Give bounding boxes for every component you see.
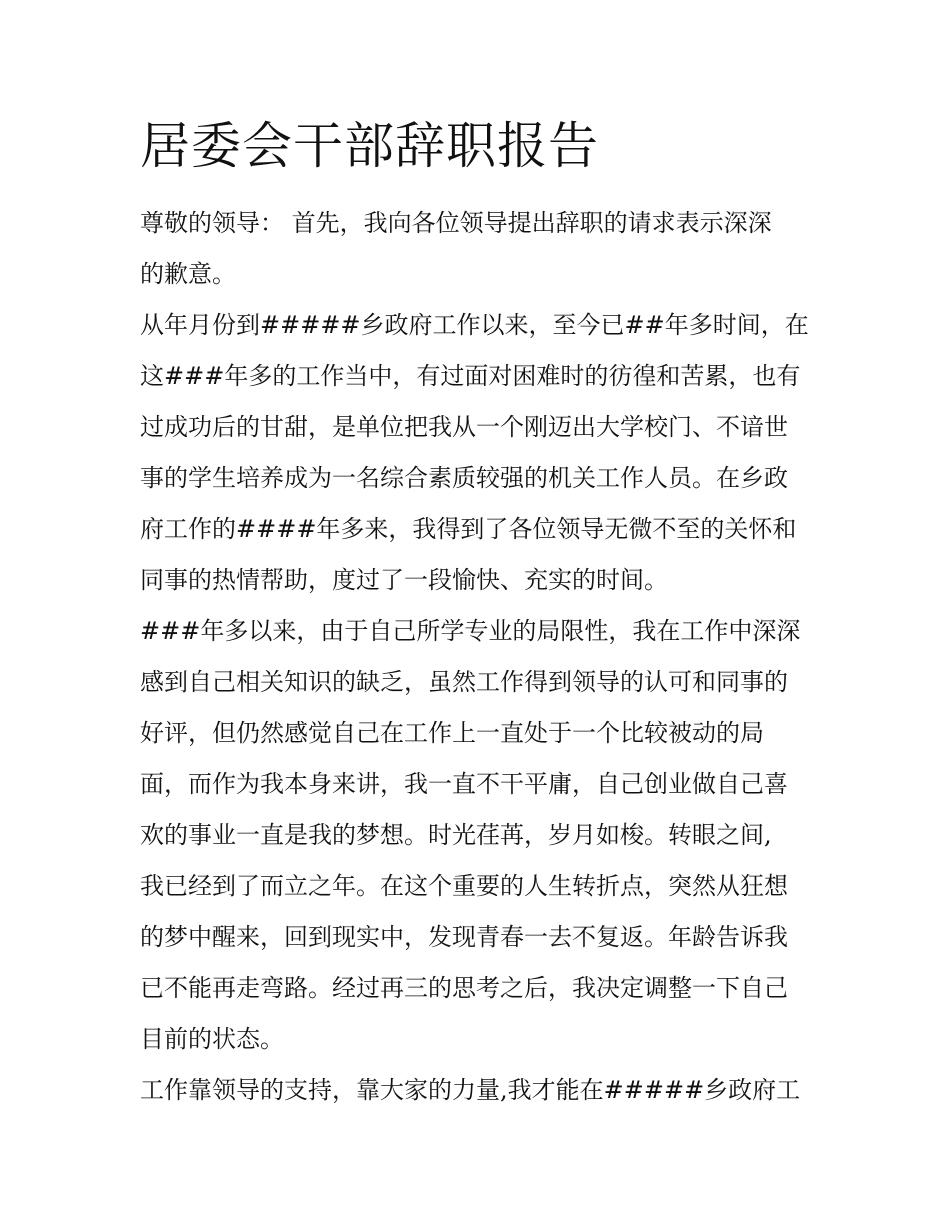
- body-line: 府工作的####年多来，我得到了各位领导无微不至的关怀和: [140, 515, 797, 543]
- body-line: 的梦中醒来，回到现实中，发现青春一去不复返。年龄告诉我: [140, 923, 788, 951]
- body-line: 同事的热情帮助，度过了一段愉快、充实的时间。: [140, 566, 668, 594]
- body-line: 目前的状态。: [140, 1025, 284, 1053]
- body-line: 这###年多的工作当中，有过面对困难时的彷徨和苦累，也有: [140, 362, 801, 390]
- body-line: ###年多以来，由于自己所学专业的局限性，我在工作中深深: [140, 617, 801, 645]
- body-line: 好评，但仍然感觉自己在工作上一直处于一个比较被动的局: [140, 719, 764, 747]
- body-line: 我已经到了而立之年。在这个重要的人生转折点，突然从狂想: [140, 872, 788, 900]
- body-line: 尊敬的领导： 首先，我向各位领导提出辞职的请求表示深深: [140, 209, 772, 237]
- body-line: 感到自己相关知识的缺乏，虽然工作得到领导的认可和同事的: [140, 668, 788, 696]
- body-line: 从年月份到#####乡政府工作以来，至今已##年多时间，在: [140, 311, 809, 339]
- document-title: 居委会干部辞职报告: [140, 117, 599, 175]
- body-line: 事的学生培养成为一名综合素质较强的机关工作人员。在乡政: [140, 464, 788, 492]
- body-line: 工作靠领导的支持，靠大家的力量,我才能在#####乡政府工: [140, 1076, 801, 1104]
- body-line: 的歉意。: [140, 260, 236, 288]
- body-line: 已不能再走弯路。经过再三的思考之后，我决定调整一下自己: [140, 974, 788, 1002]
- body-line: 面，而作为我本身来讲，我一直不干平庸，自己创业做自己喜: [140, 770, 788, 798]
- body-line: 欢的事业一直是我的梦想。时光荏苒，岁月如梭。转眼之间,: [140, 821, 772, 849]
- body-line: 过成功后的甘甜，是单位把我从一个刚迈出大学校门、不谙世: [140, 413, 788, 441]
